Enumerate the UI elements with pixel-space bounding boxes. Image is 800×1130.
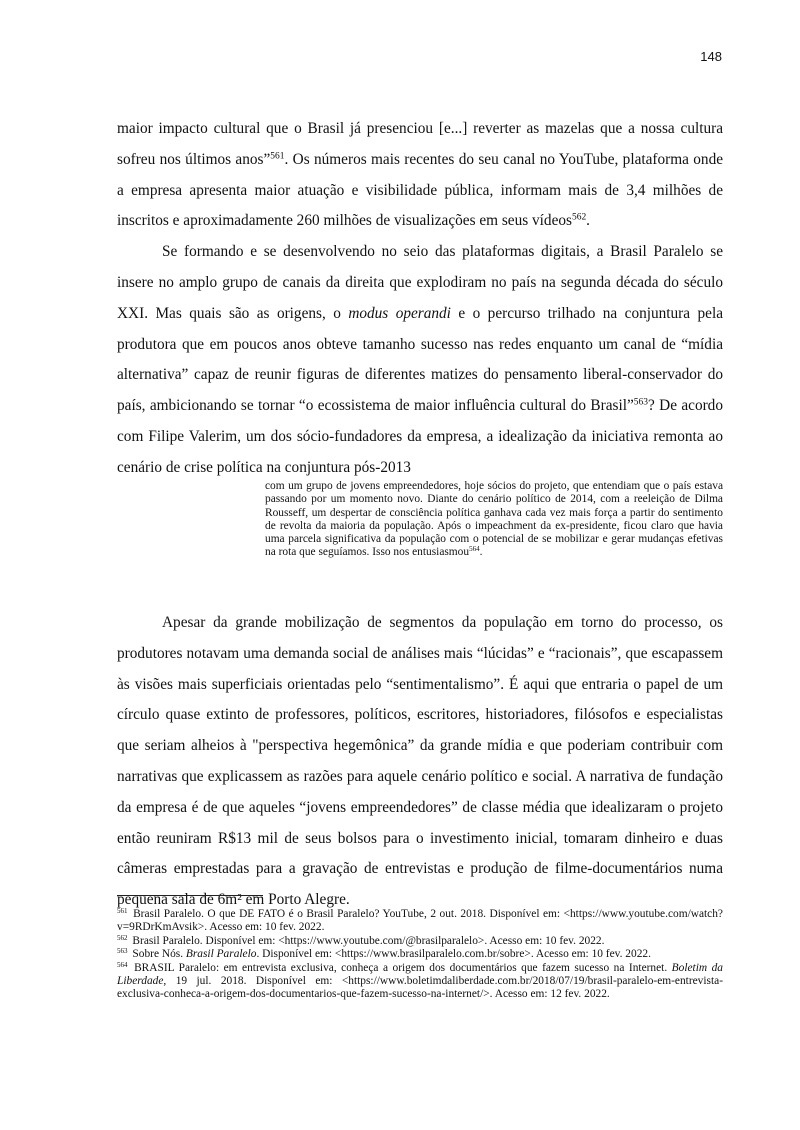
- body-text-top: [117, 114, 723, 484]
- body-text-bottom: [117, 608, 723, 916]
- footnote-563: $^{563}$ Sobre Nós. Brasil Paralelo. Disponível em: <https://www.brasilparalelo.com.br/sobre>. Acesso em: 10 fev. 2022.: [117, 947, 651, 961]
- footnote-561: $^{561}$ Brasil Paralelo. O que DE FATO é o Brasil Paralelo? YouTube, 2 out. 2018. Disponível em: <https://www.youtube.com/watch?v=9RDrKmAvsik>. Acesso em: 10 fev. 2022.: [117, 907, 723, 934]
- footnote-ref-561[interactable]: 561: [270, 151, 285, 162]
- footnote-ref-563[interactable]: 563: [633, 397, 648, 408]
- paragraph-1: maior impacto cultural que o Brasil já presenciou [e...] reverter as mazelas que a nossa cultura sofreu nos últimos anos”$^{561}$. Os números mais recentes do seu canal no YouTube, plataforma onde a empresa apresenta maior atuação e visibilidade pública, informam mais de 3,4 milhões de inscritos e aproximadamente 260 milhões de visualizações em seus vídeos$^{562}$.: [117, 120, 724, 230]
- footnote-ref-564[interactable]: 564: [469, 545, 480, 554]
- italic-term: modus operandi: [348, 304, 451, 322]
- paragraph-3: Apesar da grande mobilização de segmentos da população em torno do processo, os produtores notavam uma demanda social de análises mais “lúcidas” e “racionais”, que escapassem às visões mais superficiais orientadas pelo “sentimentalismo”. É aqui que entraria o papel de um círculo quase extinto de professores, políticos, escritores, historiadores, filósofos e especialistas que seriam alheios à "perspectiva hegemônica” da grande mídia e que poderiam contribuir com narrativas que explicassem as razões para aquele cenário político e social. A narrativa de fundação da empresa é de que aqueles “jovens empreendedores” de classe média que idealizaram o projeto então reuniram R$13 mil de seus bolsos para o investimento inicial, tomaram dinheiro e duas câmeras emprestadas para a gravação de entrevistas e produção de filme-documentários numa pequena sala de 6m² em Porto Alegre.: [117, 614, 723, 909]
- footnote-564: $^{564}$ BRASIL Paralelo: em entrevista exclusiva, conheça a origem dos documentários que fazem sucesso na Internet. Boletim da Liberdade, 19 jul. 2018. Disponível em: <https://www.boletimdaliberdade.com.br/2018/07/19/brasil-paralelo-em-entrevista-exclusiva-conheca-a-origem-dos-documentarios-que-fazem-sucesso-na-internet/>. Acesso em: 12 fev. 2022.: [117, 960, 723, 1001]
- paragraph-2: Se formando e se desenvolvendo no seio das plataformas digitais, a Brasil Paralelo se insere no amplo grupo de canais da direita que explodiram no país na segunda década do século XXI. Mas quais são as origens, o modus operandi e o percurso trilhado na conjuntura pela produtora que em poucos anos obteve tamanho sucesso nas redes enquanto um canal de “mídia alternativa” capaz de reunir figuras de diferentes matizes do pensamento liberal-conservador do país, ambicionando se tornar “o ecossistema de maior influência cultural do Brasil”$^{563}$? De acordo com Filipe Valerim, um dos sócio-fundadores da empresa, a idealização da iniciativa remonta ao cenário de crise política na conjuntura pós-2013: [117, 243, 723, 476]
- footnote-separator: [117, 895, 263, 896]
- page-number: 148: [700, 49, 722, 64]
- footnote-ref-562[interactable]: 562: [571, 212, 587, 223]
- footnotes: [117, 908, 723, 1002]
- block-quote: com um grupo de jovens empreendedores, hoje sócios do projeto, que entendiam que o país estava passando por um momento novo. Diante do cenário político de 2014, com a reeleição de Dilma Rousseff, um despertar de consciência política ganhava cada vez mais força a partir do sentimento de revolta da maioria da população. Após o impeachment da ex-presidente, ficou claro que havia uma parcela significativa da população com o potencial de se mobilizar e gerar mudanças efetivas na rota que seguíamos. Isso nos entusiasmou$^{564}$.: [265, 480, 723, 559]
- footnote-562: $^{562}$ Brasil Paralelo. Disponível em: <https://www.youtube.com/@brasilparalelo>. Acesso em: 10 fev. 2022.: [117, 933, 605, 947]
